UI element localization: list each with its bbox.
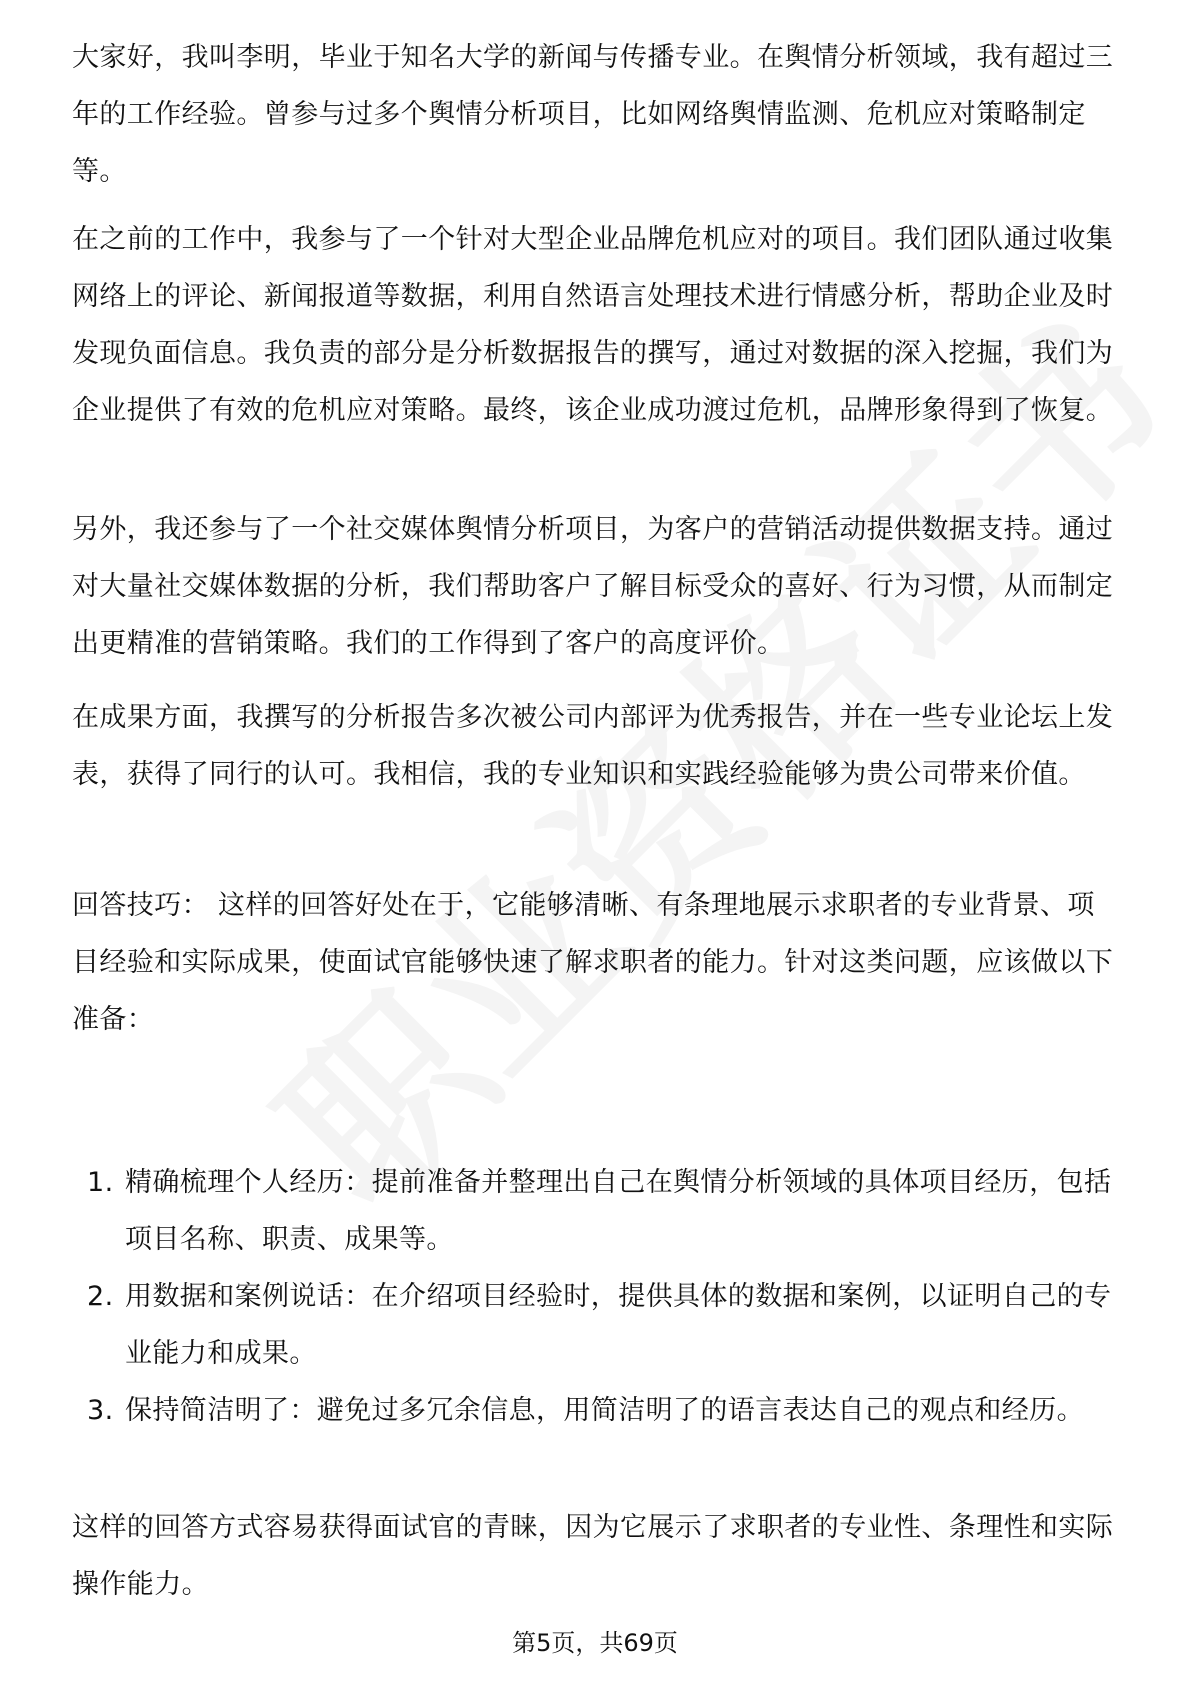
list-number: 3. <box>87 1395 114 1426</box>
list-item-text: 保持简洁明了：避免过多冗余信息，用简洁明了的语言表达自己的观点和经历。 <box>125 1395 1084 1426</box>
list-item <box>72 1154 1118 1268</box>
paragraph-project-social: 另外，我还参与了一个社交媒体舆情分析项目，为客户的营销活动提供数据支持。通过对大量社交媒体数据的分析，我们帮助客户了解目标受众的喜好、行为习惯，从而制定出更精准的营销策略。我们的工作得到了客户的高度评价。 <box>72 514 1114 659</box>
paragraph-results: 在成果方面，我撰写的分析报告多次被公司内部评为优秀报告，并在一些专业论坛上发表，获得了同行的认可。我相信，我的专业知识和实践经验能够为贵公司带来价值。 <box>72 702 1114 790</box>
preparation-list <box>72 1154 1118 1496</box>
list-item <box>72 1268 1118 1382</box>
paragraph-tips: 回答技巧： 这样的回答好处在于，它能够清晰、有条理地展示求职者的专业背景、项目经验和实际成果，使面试官能够快速了解求职者的能力。针对这类问题，应该做以下准备： <box>72 890 1114 1035</box>
list-number: 2. <box>87 1281 114 1312</box>
paragraph-closing: 这样的回答方式容易获得面试官的青睐，因为它展示了求职者的专业性、条理性和实际操作能力。 <box>72 1512 1114 1600</box>
list-item-text: 精确梳理个人经历：提前准备并整理出自己在舆情分析领域的具体项目经历，包括项目名称、职责、成果等。 <box>125 1167 1112 1255</box>
paragraph-intro: 大家好，我叫李明，毕业于知名大学的新闻与传播专业。在舆情分析领域，我有超过三年的工作经验。曾参与过多个舆情分析项目，比如网络舆情监测、危机应对策略制定等。 <box>72 42 1114 187</box>
list-item-text: 用数据和案例说话：在介绍项目经验时，提供具体的数据和案例，以证明自己的专业能力和成果。 <box>125 1281 1112 1369</box>
page-number-footer: 第5页，共69页 <box>512 1629 678 1657</box>
document-page <box>72 0 1118 1684</box>
list-item <box>72 1382 1118 1496</box>
list-number: 1. <box>87 1167 114 1198</box>
paragraph-project-crisis: 在之前的工作中，我参与了一个针对大型企业品牌危机应对的项目。我们团队通过收集网络上的评论、新闻报道等数据，利用自然语言处理技术进行情感分析，帮助企业及时发现负面信息。我负责的部分是分析数据报告的撰写，通过对数据的深入挖掘，我们为企业提供了有效的危机应对策略。最终，该企业成功渡过危机，品牌形象得到了恢复。 <box>72 224 1114 426</box>
